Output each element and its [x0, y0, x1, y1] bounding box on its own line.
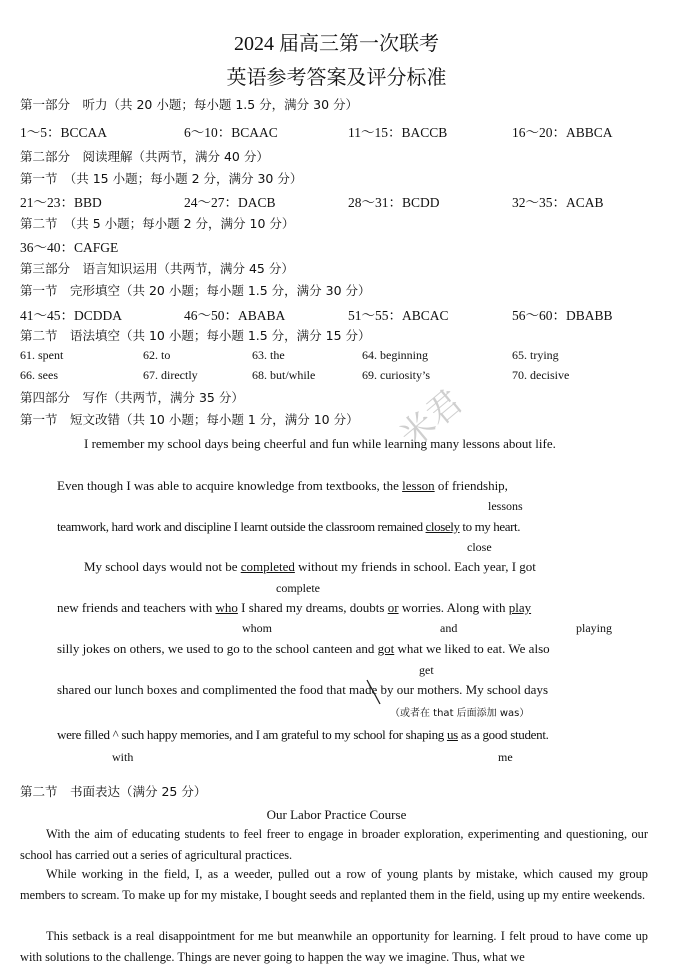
answer-group: 1～5：BCCAA [20, 125, 108, 140]
sample-paragraph: While working in the field, I, as a weeder, pulled out a row of young plants by mistake, which caused my group members to scream. To make up for my mistake, I bought seeds and replanted them in the field, using up my entire weekends. [20, 867, 648, 902]
answer-group: 24～27：DACB [184, 195, 276, 210]
grammar-answer: 65. trying [512, 348, 559, 362]
correction-note: （或者在 that 后面添加 was） [390, 708, 530, 719]
essay-line: teamwork, hard work and discipline I learnt outside the classroom remained closely to my heart. [57, 519, 521, 534]
sample-paragraph: This setback is a real disappointment for me but meanwhile an opportunity for learning. I felt proud to have come up with solutions to the challenge. Things are never going to happen the way we imagine. Thus, what we [20, 929, 648, 964]
answer-group: 46～50：ABABA [184, 308, 286, 323]
error-word: got [377, 641, 395, 656]
answer-group: 36～40：CAFGE [20, 240, 119, 255]
grammar-answer: 66. sees [20, 368, 58, 382]
answer-group: 6～10：BCAAC [184, 125, 278, 140]
insert-caret: ^ [112, 727, 119, 742]
correction: whom [242, 621, 272, 635]
part4-sec1-heading: 第一节 短文改错（共 10 小题；每小题 1 分，满分 10 分） [20, 412, 359, 427]
answer-group: 32～35：ACAB [512, 195, 604, 210]
answer-group: 28～31：BCDD [348, 195, 440, 210]
part3-sec1-heading: 第一节 完形填空（共 20 小题；每小题 1.5 分，满分 30 分） [20, 283, 371, 298]
sample-title: Our Labor Practice Course [266, 807, 407, 822]
error-word: lesson [402, 478, 435, 493]
correction: lessons [488, 499, 523, 513]
page-title: 2024 届高三第一次联考 [234, 33, 439, 55]
answer-group: 16～20：ABBCA [512, 125, 613, 140]
sample-paragraph: With the aim of educating students to feel freer to engage in broader exploration, experimenting and questioning, our school has carried out a series of agricultural practices. [20, 827, 648, 862]
essay-line: were filled ^ such happy memories, and I am grateful to my school for shaping us as a good student. [57, 727, 549, 742]
grammar-answer: 63. the [252, 348, 285, 362]
correction: get [419, 663, 434, 677]
grammar-answer: 61. spent [20, 348, 64, 362]
page-subtitle: 英语参考答案及评分标准 [226, 67, 447, 89]
answer-group: 56～60：DBABB [512, 308, 613, 323]
watermark: 米君 [392, 382, 471, 457]
grammar-answer: 69. curiosity’s [362, 368, 430, 382]
grammar-answer: 68. but/while [252, 368, 316, 382]
correction: and [440, 621, 458, 635]
part4-heading: 第四部分 写作（共两节，满分 35 分） [20, 390, 244, 405]
essay-line: new friends and teachers with who I shared my dreams, doubts or worries. Along with play [57, 600, 532, 615]
part4-sec2-heading: 第二节 书面表达（满分 25 分） [20, 784, 207, 799]
part3-heading: 第三部分 语言知识运用（共两节，满分 45 分） [20, 261, 294, 276]
grammar-answer: 62. to [143, 348, 171, 362]
answer-group: 11～15：BACCB [348, 125, 448, 140]
answer-group: 41～45：DCDDA [20, 308, 123, 323]
correction: with [112, 750, 134, 764]
correction: complete [276, 581, 320, 595]
essay-line: My school days would not be completed without my friends in school. Each year, I got [84, 559, 536, 574]
correction: playing [576, 621, 612, 635]
essay-line: shared our lunch boxes and complimented the food that made by our mothers. My school days [57, 682, 549, 697]
error-word: us [446, 727, 458, 742]
essay-line: I remember my school days being cheerful and fun while learning many lessons about life. [84, 436, 556, 451]
error-word: closely [425, 519, 460, 534]
error-word: completed [240, 559, 295, 574]
essay-line: silly jokes on others, we used to go to the school canteen and got what we liked to eat. We also [57, 641, 550, 656]
answer-group: 51～55：ABCAC [348, 308, 449, 323]
grammar-answer: 67. directly [143, 368, 198, 382]
error-word: or [387, 600, 399, 615]
strike-mark [362, 678, 386, 708]
part1-heading: 第一部分 听力（共 20 小题；每小题 1.5 分，满分 30 分） [20, 97, 359, 112]
error-word: play [508, 600, 532, 615]
part3-sec2-heading: 第二节 语法填空（共 10 小题；每小题 1.5 分，满分 15 分） [20, 328, 371, 343]
grammar-answer: 64. beginning [362, 348, 428, 362]
correction: me [498, 750, 513, 764]
part2-heading: 第二部分 阅读理解（共两节，满分 40 分） [20, 149, 269, 164]
answer-group: 21～23：BBD [20, 195, 102, 210]
part2-sec1-heading: 第一节 （共 15 小题；每小题 2 分，满分 30 分） [20, 171, 303, 186]
correction: close [467, 540, 492, 554]
error-word: who [215, 600, 238, 615]
grammar-answer: 70. decisive [512, 368, 570, 382]
essay-line: Even though I was able to acquire knowledge from textbooks, the lesson of friendship, [57, 478, 508, 493]
part2-sec2-heading: 第二节 （共 5 小题；每小题 2 分，满分 10 分） [20, 216, 295, 231]
